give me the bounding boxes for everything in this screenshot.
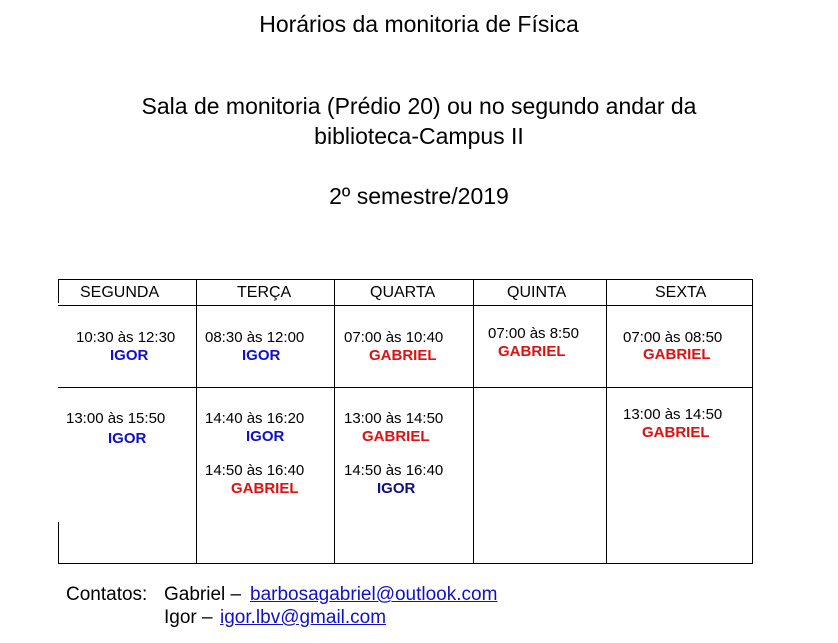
segunda-slot-1-name: IGOR — [110, 347, 149, 364]
contact-igor-name: Igor – — [164, 607, 213, 628]
sexta-slot-2-name: GABRIEL — [642, 424, 710, 441]
header-segunda: SEGUNDA — [80, 284, 160, 301]
col-divider-1 — [196, 279, 197, 564]
quarta-slot-1-name: GABRIEL — [369, 347, 437, 364]
col-divider-3 — [473, 279, 474, 564]
location-line-2: biblioteca-Campus II — [314, 123, 524, 149]
terca-slot-3-name: GABRIEL — [231, 480, 299, 497]
header-sexta: SEXTA — [655, 284, 707, 301]
sexta-slot-1-time: 07:00 às 08:50 — [623, 329, 723, 346]
quarta-slot-1-time: 07:00 às 10:40 — [344, 329, 444, 346]
sexta-slot-2-time: 13:00 às 14:50 — [623, 406, 723, 423]
quarta-slot-2-name: GABRIEL — [362, 428, 430, 445]
terca-slot-1-name: IGOR — [242, 347, 281, 364]
contacts-label: Contatos: — [66, 584, 148, 605]
semester: 2º semestre/2019 — [329, 183, 509, 209]
table-border-left-lower — [58, 522, 59, 564]
header-quinta: QUINTA — [507, 284, 567, 301]
table-row-divider — [58, 387, 753, 388]
quarta-slot-3-name: IGOR — [377, 480, 416, 497]
col-divider-4 — [606, 279, 607, 564]
quinta-slot-1-time: 07:00 às 8:50 — [488, 325, 579, 342]
quarta-slot-3-time: 14:50 às 16:40 — [344, 462, 444, 479]
header-quarta: QUARTA — [370, 284, 436, 301]
sexta-slot-1-name: GABRIEL — [643, 346, 711, 363]
contact-gabriel-email-link[interactable]: barbosagabriel@outlook.com — [250, 584, 498, 605]
table-border-left — [58, 279, 59, 303]
table-border-bottom — [58, 563, 753, 564]
header-terca: TERÇA — [237, 284, 292, 301]
table-border-top — [58, 279, 753, 280]
table-header-divider — [58, 305, 753, 306]
contact-igor-email-link[interactable]: igor.lbv@gmail.com — [220, 607, 387, 628]
terca-slot-1-time: 08:30 às 12:00 — [205, 329, 305, 346]
terca-slot-2-name: IGOR — [246, 428, 285, 445]
segunda-slot-1-time: 10:30 às 12:30 — [76, 329, 176, 346]
segunda-slot-2-time: 13:00 às 15:50 — [66, 410, 166, 427]
quarta-slot-2-time: 13:00 às 14:50 — [344, 410, 444, 427]
table-border-right — [752, 279, 753, 564]
location-line-1: Sala de monitoria (Prédio 20) ou no segundo andar da — [141, 93, 697, 119]
terca-slot-2-time: 14:40 às 16:20 — [205, 410, 305, 427]
page-title: Horários da monitoria de Física — [259, 11, 579, 37]
contact-gabriel-name: Gabriel – — [164, 584, 242, 605]
segunda-slot-2-name: IGOR — [108, 430, 147, 447]
terca-slot-3-time: 14:50 às 16:40 — [205, 462, 305, 479]
quinta-slot-1-name: GABRIEL — [498, 343, 566, 360]
col-divider-2 — [334, 279, 335, 564]
